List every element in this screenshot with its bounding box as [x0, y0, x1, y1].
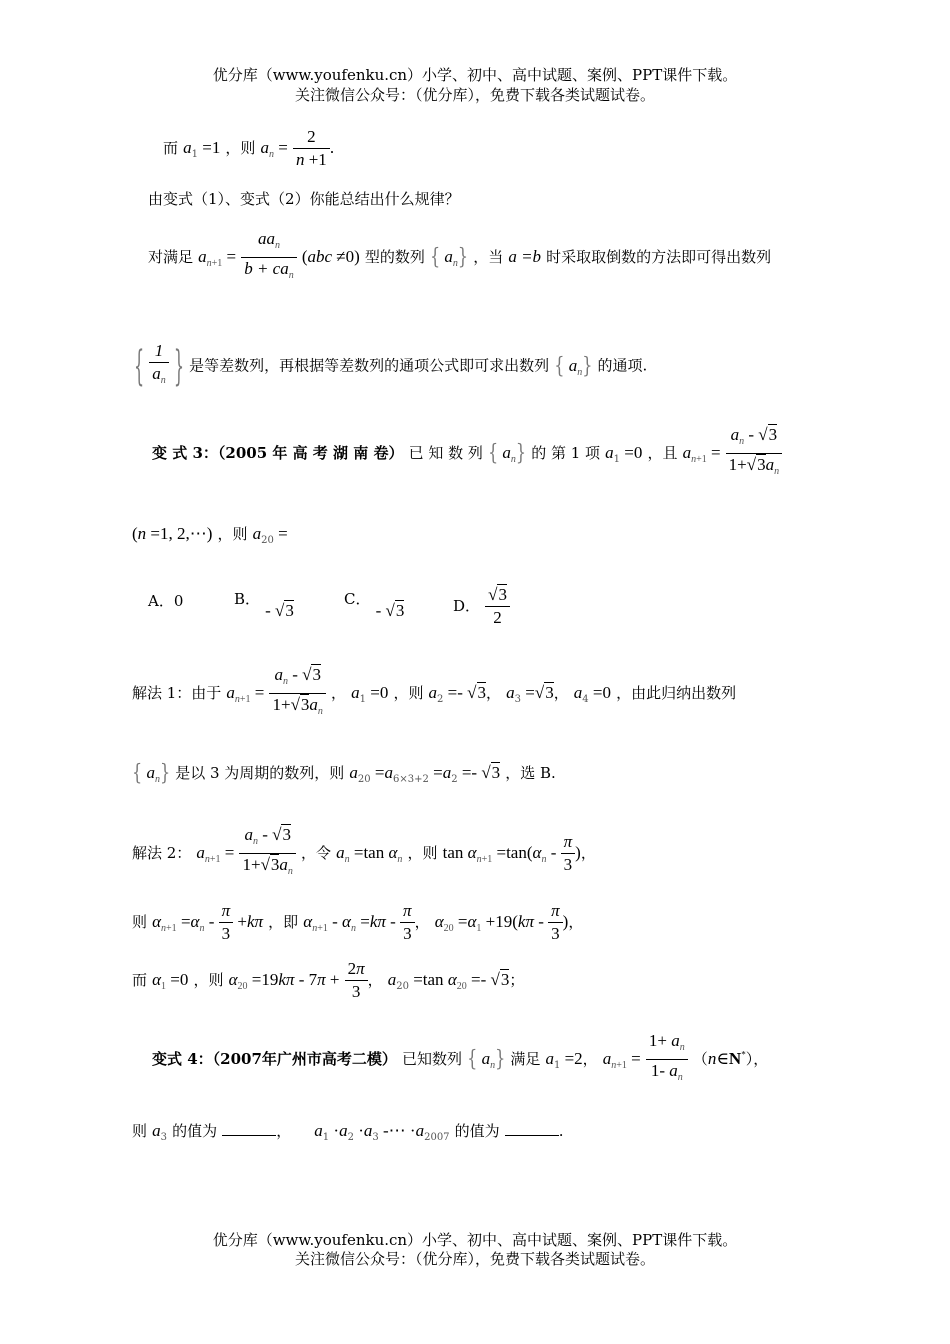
solution1-line1: 解法 1：由于 $a_{n+1}$ = $\frac{a_n - √3}{1+√3a_n}$ ， $a_1 =0$ ，则 $a_2 =- √3$， $a_3 =√3$， $a_4 =0$ ，由此归纳出数列 [132, 665, 737, 717]
reciprocal-line: { $\frac{1}{a_n}$ } 是等差数列，再根据等差数列的通项公式即可求出数列 { $a_n$} 的通项. [134, 340, 648, 390]
result-line: 而 $a_1 =1$ ，则 $a_n$ = $\frac{2}{n +1}$ . [163, 127, 335, 169]
variant3-line2: (n =1, 2,⋯) ，则 $a_{20}$ = [132, 524, 288, 546]
option-a: A．0 [148, 592, 184, 610]
rule-line: 对满足 $a_{n+1}$ = $\frac{aa_n}{b + ca_n}$ (abc ≠0) 型的数列 { $a_n$} ，当 a =b 时采取取倒数的方法即可得出数列 [148, 229, 772, 281]
solution2-line3: 而 $\alpha_1 =0$ ，则 $\alpha_{20} =19k\pi - 7\pi$ + $\frac{2\pi}{3}$ ， $a_{20} =\tan$ $\alpha_{20} =- √3$； [132, 959, 525, 1001]
answer-blank-2[interactable] [505, 1121, 559, 1136]
page-footer-line2: 关注微信公众号：（优分库），免费下载各类试题试卷。 [294, 1250, 655, 1268]
option-c: C． - √3 [344, 590, 405, 620]
solution2-line1: 解法 2： $a_{n+1}$ = $\frac{a_n - √3}{1+√3a_n}$ ，令 $a_n =\tan$ $\alpha_n$ ，则 $\tan \alpha_{n+1} =\tan(\alpha_n$ - $\frac{\pi}{3}$ )， [132, 825, 596, 877]
page-header-line2: 关注微信公众号：（优分库），免费下载各类试题试卷。 [294, 86, 655, 104]
answer-blank-1[interactable] [222, 1121, 276, 1136]
page-header-line1: 优分库（www.youfenku.cn）小学、初中、高中试题、案例、PPT课件下载。 [212, 66, 738, 84]
solution1-line2: { $a_n$} 是以 3 为周期的数列，则 $a_{20} =a_{6\times 3+2} =a_2 =- √3$ ，选 B. [132, 759, 556, 786]
page-footer-line1: 优分库（www.youfenku.cn）小学、初中、高中试题、案例、PPT课件下载。 [212, 1231, 738, 1249]
summary-question: 由变式（1）、变式（2）你能总结出什么规律？ [148, 190, 460, 208]
solution2-line2: 则 $\alpha_{n+1} =\alpha_n$ - $\frac{\pi}{3}$ +kπ ，即 $\alpha_{n+1} - \alpha_n =k\pi$ - $\frac{\pi}{3}$ ， $\alpha_{20} =\alpha_1 +19(k\pi$ - $\frac{\pi}{3}$ )， [132, 901, 584, 943]
variant3-line1: 变 式 3：（2005 年 高 考 湖 南 卷） 已 知 数 列 { $a_n$} 的 第 1 项 $a_1 =0$ ，且 $a_{n+1}$ = $\frac{a_n - √3}{1+√3a_n}$ [152, 424, 782, 483]
variant4-line2: 则 $a_3$ 的值为 ， $a_1 \cdot a_2 \cdot a_3$ -⋯ $\cdot a_{2007}$ 的值为 . [132, 1121, 564, 1143]
variant4-line1: 变式 4：（2007年广州市高考二模） 已知数列 { $a_n$} 满足 $a_1 =2$， $a_{n+1}$ = $\frac{1+ a_n}{1- a_n}$ （n∈N*）， [152, 1031, 769, 1083]
option-b: B． - √3 [234, 590, 294, 620]
option-d: D． $\frac{√3}{2}$ [453, 584, 510, 629]
